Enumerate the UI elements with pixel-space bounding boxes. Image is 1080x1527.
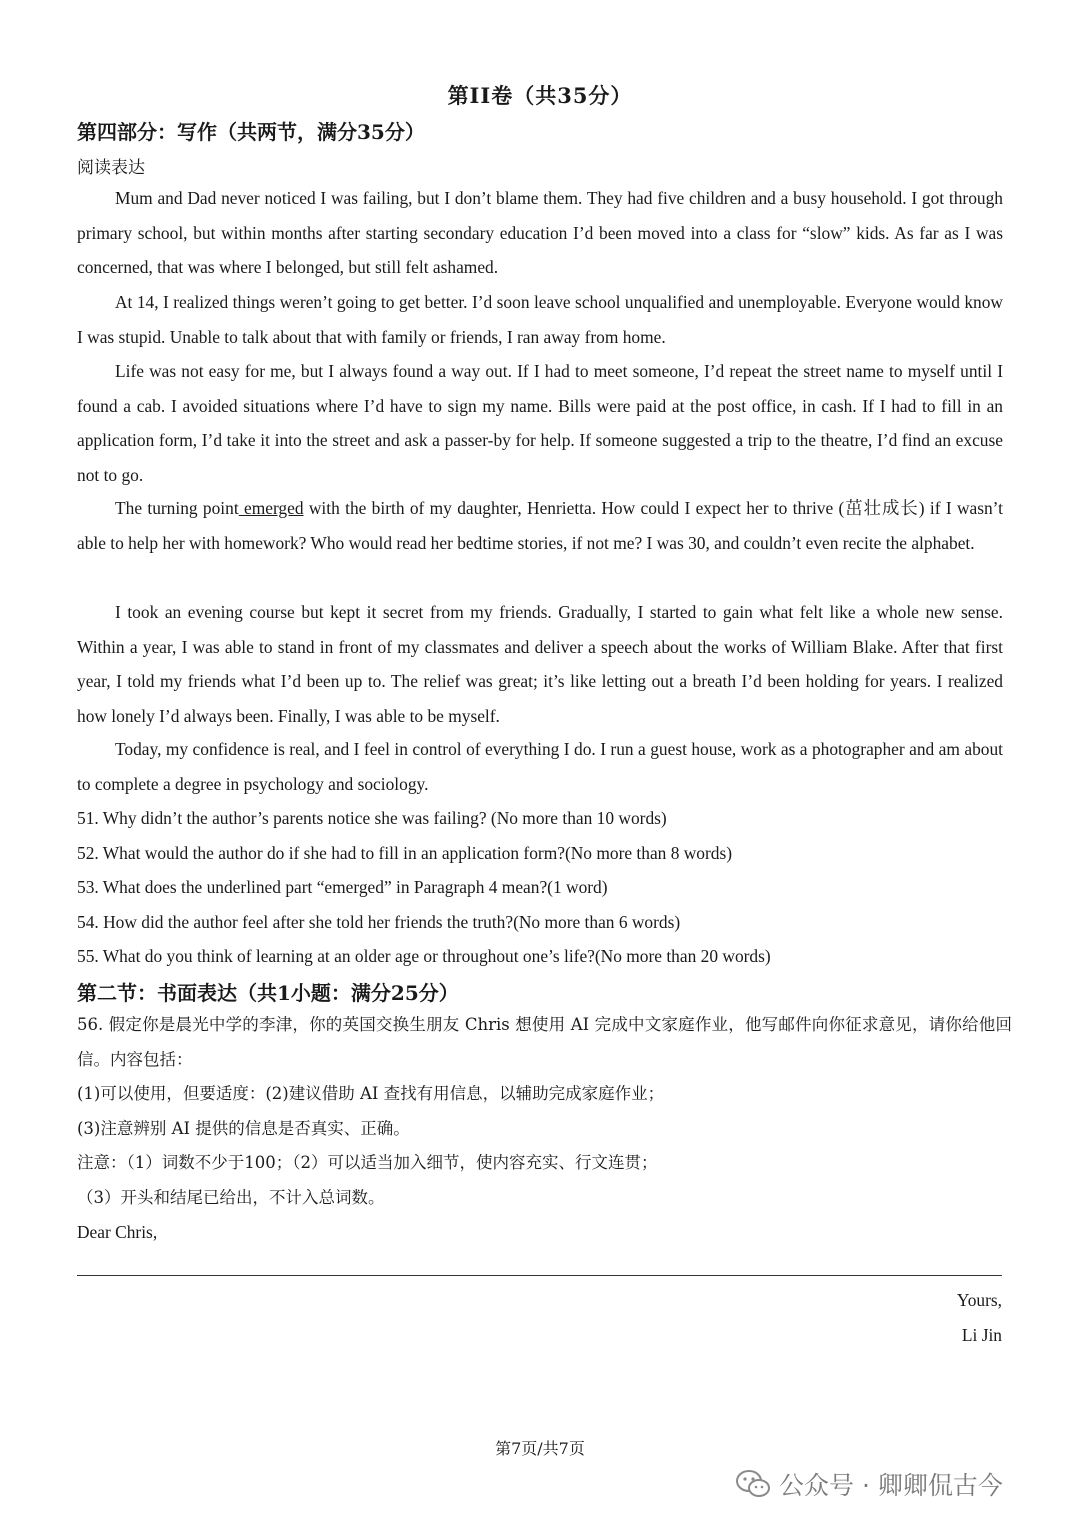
part4-subheading: 阅读表达	[77, 158, 145, 178]
writing-prompt: 56. 假定你是晨光中学的李津，你的英国交换生朋友 Chris 想使用 AI 完成中文家庭作业，他写邮件向你征求意见，请你给他回信。内容包括：	[77, 1015, 1012, 1069]
part2-heading: 第二节：书面表达（共1小题：满分25分）	[77, 981, 459, 1005]
writing-note-1: 注意：（1）词数不少于100；（2）可以适当加入细节，使内容充实、行文连贯；	[77, 1153, 658, 1172]
question-51: 51. Why didn’t the author’s parents notice she was failing? (No more than 10 words)	[77, 808, 667, 828]
answer-line	[77, 1275, 1002, 1276]
part4-heading: 第四部分：写作（共两节，满分35分）	[77, 120, 425, 144]
letter-closing: Yours,	[956, 1290, 1002, 1310]
passage-paragraph-2: At 14, I realized things weren’t going to get better. I’d soon leave school unqualified and unemployable. Everyone would know I was stupid. Unable to talk about that with family or friends, I ran away from home.	[77, 292, 1003, 347]
p4-before: The turning point	[115, 498, 239, 518]
page-number: 第7页/共7页	[495, 1439, 585, 1458]
watermark-text: 公众号 · 卿卿侃古今	[779, 1471, 1003, 1500]
passage-paragraph-5: I took an evening course but kept it secret from my friends. Gradually, I started to gain what felt like a whole new sense. Within a year, I was able to stand in front of my classmates and deliver a speech about the works of William Blake. After that first year, I told my friends what I’d been up to. The relief was great; it’s like letting out a breath I’d been holding for years. I realized how lonely I’d always been. Finally, I was able to be myself.	[77, 602, 1003, 726]
passage-paragraph-6: Today, my confidence is real, and I feel in control of everything I do. I run a guest house, work as a photographer and am about to complete a degree in psychology and sociology.	[77, 739, 1003, 794]
passage-paragraph-1: Mum and Dad never noticed I was failing, but I don’t blame them. They had five children and a busy household. I got through primary school, but within months after starting secondary education I’d been moved into a class for “slow” kids. As far as I was concerned, that was where I belonged, but still felt ashamed.	[77, 188, 1003, 277]
writing-requirement-2: (3)注意辨别 AI 提供的信息是否真实、正确。	[77, 1119, 410, 1138]
p4-after: with the birth of my daughter, Henrietta. How could I expect her to thrive (茁壮成长) if I wasn’t able to help her with homework? Who would read her bedtime stories, if not me? I was 30, and couldn’t even recite the alphabet.	[77, 498, 1003, 553]
writing-note-2: （3）开头和结尾已给出，不计入总词数。	[77, 1188, 385, 1207]
question-52: 52. What would the author do if she had to fill in an application form?(No more than 8 words)	[77, 843, 733, 863]
letter-greeting: Dear Chris,	[77, 1222, 158, 1242]
writing-requirement-1: (1)可以使用，但要适度：(2)建议借助 AI 查找有用信息，以辅助完成家庭作业；	[77, 1084, 665, 1103]
question-54: 54. How did the author feel after she told her friends the truth?(No more than 6 words)	[77, 912, 681, 932]
watermark	[735, 1466, 1003, 1502]
wechat-icon	[735, 1469, 771, 1499]
passage-paragraph-3: Life was not easy for me, but I always found a way out. If I had to meet someone, I’d repeat the street name to myself until I found a cab. I avoided situations where I’d have to sign my name. Bills were paid at the post office, in cash. If I had to fill in an application form, I’d take it into the street and ask a passer-by for help. If someone suggested a trip to the theatre, I’d find an excuse not to go.	[77, 361, 1003, 485]
question-55: 55. What do you think of learning at an older age or throughout one’s life?(No more than 20 words)	[77, 946, 771, 966]
underlined-word-emerged: emerged	[238, 498, 304, 518]
page-title: 第II卷（共35分）	[447, 83, 633, 108]
letter-signature: Li Jin	[961, 1325, 1002, 1345]
passage-paragraph-4	[77, 491, 1003, 560]
question-53: 53. What does the underlined part “emerged” in Paragraph 4 mean?(1 word)	[77, 877, 608, 897]
